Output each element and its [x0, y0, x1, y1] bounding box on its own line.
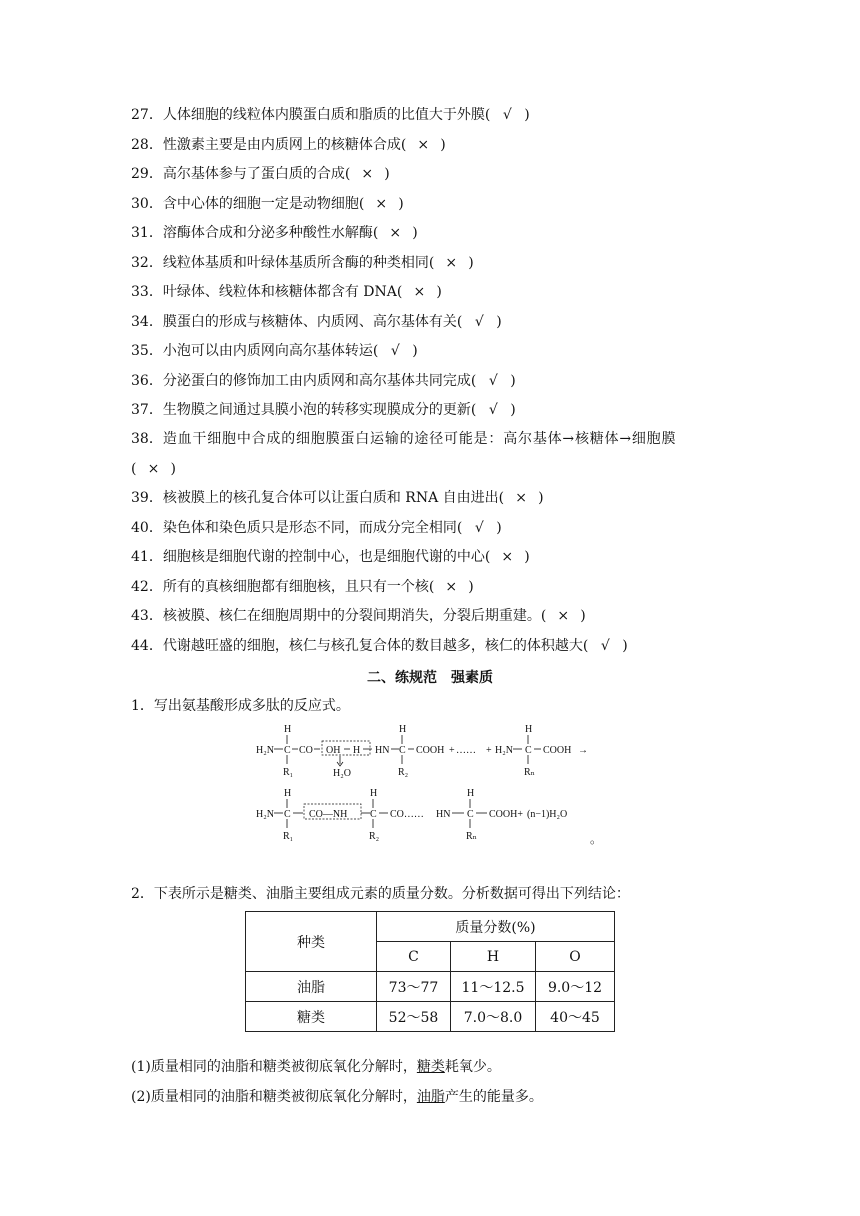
close-paren: ) — [412, 225, 418, 241]
statement-text: 人体细胞的线粒体内膜蛋白质和脂质的比值大于外膜( — [162, 107, 491, 123]
statement-item — [131, 342, 418, 360]
statement-item — [131, 548, 530, 566]
oh-group: OH — [326, 745, 341, 756]
close-paren: ) — [384, 166, 390, 182]
statement-number: 28． — [131, 136, 163, 153]
statement-item — [131, 106, 530, 124]
statement-number: 31． — [131, 225, 163, 241]
svg-text:。: 。 — [590, 832, 603, 846]
svg-text:R₂: R₂ — [369, 831, 380, 842]
statement-text: 溶酶体合成和分泌多种酸性水解酶( — [162, 225, 379, 241]
statement-number: 37． — [131, 402, 163, 418]
statement-text: 核被膜上的核孔复合体可以让蛋白质和 RNA 自由进出( — [162, 490, 505, 506]
answer-mark: × — [445, 254, 458, 271]
statement-item — [131, 195, 404, 213]
statement-text: 代谢越旺盛的细胞，核仁与核孔复合体的数目越多，核仁的体积越大( — [162, 637, 589, 654]
answer-mark: √ — [502, 107, 512, 123]
answer-mark: × — [413, 284, 426, 300]
answer-mark: × — [515, 490, 527, 506]
statement-text: 小泡可以由内质网向高尔基体转运( — [162, 343, 379, 359]
statement-item — [131, 283, 442, 301]
statement-number: 30． — [131, 195, 163, 212]
statement-item — [131, 372, 516, 390]
conclusion-1: (1)质量相同的油脂和糖类被彻底氧化分解时，糖类耗氧少。 — [131, 1059, 501, 1075]
close-paren: ) — [468, 578, 474, 595]
close-paren: ) — [538, 490, 544, 506]
svg-text:H: H — [353, 745, 361, 756]
answer-mark: × — [417, 136, 430, 153]
statement-text: 染色体和染色质只是形态不同，而成分完全相同( — [162, 519, 463, 536]
statement-item — [131, 401, 516, 419]
statement-item — [131, 489, 544, 507]
svg-text:+: + — [449, 745, 455, 756]
statement-text: 生物膜之间通过具膜小泡的转移实现膜成分的更新( — [162, 402, 477, 418]
svg-text:H₂N: H₂N — [495, 745, 513, 756]
svg-text:H: H — [284, 788, 292, 799]
statement-number: 33． — [131, 284, 163, 300]
statement-number: 36． — [131, 372, 163, 389]
answer-mark: × — [361, 166, 374, 182]
svg-text:H: H — [525, 724, 533, 735]
statement-item — [131, 136, 446, 154]
svg-text:HN: HN — [436, 809, 451, 820]
statement-text: 叶绿体、线粒体和核糖体都含有 DNA( — [162, 284, 403, 300]
statement-number: 44． — [131, 637, 163, 654]
answer-mark: × — [389, 225, 402, 241]
svg-text:COOH: COOH — [416, 745, 445, 756]
svg-text:COOH: COOH — [543, 745, 572, 756]
svg-text:C: C — [284, 809, 291, 820]
statement-number: 40． — [131, 519, 163, 536]
statement-text: 高尔基体参与了蛋白质的合成( — [162, 166, 351, 182]
statement-item — [131, 519, 502, 537]
h-label: H — [284, 724, 292, 735]
answer-mark: × — [501, 549, 514, 565]
answer-mark: √ — [600, 637, 610, 654]
close-paren: ) — [510, 372, 516, 389]
statement-text: 性激素主要是由内质网上的核糖体合成( — [162, 136, 407, 153]
statement-item — [131, 637, 628, 655]
question-2: 2．下表所示是糖类、油脂主要组成元素的质量分数。分析数据可得出下列结论： — [131, 886, 630, 902]
section-title: 二、练规范 强素质 — [367, 670, 493, 686]
statement-text: 造血干细胞中合成的细胞膜蛋白运输的途径可能是：高尔基体→核糖体→细胞膜 — [162, 431, 677, 447]
answer-mark: √ — [474, 519, 484, 536]
composition-table — [245, 911, 615, 1032]
table-row: 糖类 52～58 7.0～8.0 40～45 — [246, 1002, 615, 1032]
answer-mark: × — [375, 195, 388, 212]
statement-number: 43． — [131, 608, 163, 624]
statement-text: 线粒体基质和叶绿体基质所含酶的种类相同( — [162, 254, 435, 271]
statement-item — [131, 254, 474, 272]
close-paren: ) — [398, 195, 404, 212]
statement-item — [131, 607, 586, 625]
answer-mark: × — [557, 608, 570, 624]
conclusion-2: (2)质量相同的油脂和糖类被彻底氧化分解时，油脂产生的能量多。 — [131, 1089, 543, 1105]
svg-text:H: H — [467, 788, 475, 799]
answer-mark: √ — [474, 313, 484, 330]
close-paren: ) — [622, 637, 628, 654]
statement-text: 含中心体的细胞一定是动物细胞( — [162, 195, 365, 212]
statement-text: 核被膜、核仁在细胞周期中的分裂间期消失，分裂后期重建。( — [162, 608, 547, 624]
close-paren: ) — [440, 136, 446, 153]
svg-text:C: C — [370, 809, 377, 820]
peptide-bond: CO—NH — [309, 809, 348, 820]
statement-item — [131, 578, 474, 596]
table-header-mass: 质量分数(%) — [377, 912, 615, 942]
statement-number: 41． — [131, 549, 163, 565]
statement-item — [131, 224, 418, 242]
statement-number: 42． — [131, 578, 163, 595]
statement-number: 29． — [131, 166, 163, 182]
svg-text:CO……: CO…… — [390, 809, 424, 820]
statement-number: 38． — [131, 431, 163, 447]
close-paren: ) — [468, 254, 474, 271]
svg-text:H: H — [370, 788, 378, 799]
answer-mark: × — [445, 578, 458, 595]
svg-text:(n−1)H₂O: (n−1)H₂O — [527, 809, 568, 820]
svg-text:+: + — [486, 745, 492, 756]
close-paren: ) — [496, 313, 502, 330]
svg-text:C: C — [399, 745, 406, 756]
answer-blank: 糖类 — [416, 1059, 445, 1075]
table-row: 油脂 73～77 11～12.5 9.0～12 — [246, 972, 615, 1002]
h2n-label: H₂N — [256, 745, 274, 756]
close-paren: ) — [510, 402, 516, 418]
svg-text:……: …… — [456, 745, 476, 756]
reaction-arrow: → — [578, 745, 588, 756]
close-paren: ) — [580, 608, 586, 624]
statement-text: 细胞核是细胞代谢的控制中心，也是细胞代谢的中心( — [162, 549, 491, 565]
table-header-o: O — [536, 942, 615, 972]
statement-38 — [131, 430, 731, 448]
statement-text: 所有的真核细胞都有细胞核，且只有一个核( — [162, 578, 435, 595]
statement-item — [131, 313, 502, 331]
close-paren: ) — [436, 284, 442, 300]
reaction-equation — [0, 718, 860, 868]
statement-number: 35． — [131, 343, 163, 359]
statement-number: 27． — [131, 107, 163, 123]
question-1: 1．写出氨基酸形成多肽的反应式。 — [131, 698, 350, 714]
svg-text:Rₙ: Rₙ — [466, 831, 477, 842]
close-paren: ) — [524, 107, 530, 123]
table-header-h: H — [451, 942, 536, 972]
answer-blank: 油脂 — [416, 1089, 445, 1105]
water-label: H₂O — [333, 768, 351, 779]
answer-mark: √ — [488, 372, 498, 389]
svg-text:C: C — [284, 745, 291, 756]
svg-text:C: C — [525, 745, 532, 756]
table-header-type: 种类 — [246, 912, 377, 972]
svg-text:HN: HN — [375, 745, 390, 756]
close-paren: ) — [412, 343, 418, 359]
statement-38-answer: ( × ) — [131, 461, 176, 477]
svg-text:C: C — [467, 809, 474, 820]
statement-number: 39． — [131, 490, 163, 506]
statement-text: 分泌蛋白的修饰加工由内质网和高尔基体共同完成( — [162, 372, 477, 389]
table-header-c: C — [377, 942, 451, 972]
svg-text:H: H — [399, 724, 407, 735]
svg-text:R₂: R₂ — [398, 767, 409, 778]
svg-text:CO: CO — [299, 745, 313, 756]
close-paren: ) — [524, 549, 530, 565]
answer-mark: × — [147, 461, 160, 477]
statement-number: 34． — [131, 313, 163, 330]
answer-mark: √ — [390, 343, 400, 359]
svg-text:R₁: R₁ — [283, 831, 294, 842]
svg-text:Rₙ: Rₙ — [524, 767, 535, 778]
statement-item — [131, 165, 390, 183]
answer-mark: √ — [488, 402, 498, 418]
close-paren: ) — [496, 519, 502, 536]
statement-number: 32． — [131, 254, 163, 271]
statement-text: 膜蛋白的形成与核糖体、内质网、高尔基体有关( — [162, 313, 463, 330]
svg-text:COOH+: COOH+ — [489, 809, 523, 820]
svg-text:H₂N: H₂N — [256, 809, 274, 820]
svg-text:R₁: R₁ — [283, 767, 294, 778]
